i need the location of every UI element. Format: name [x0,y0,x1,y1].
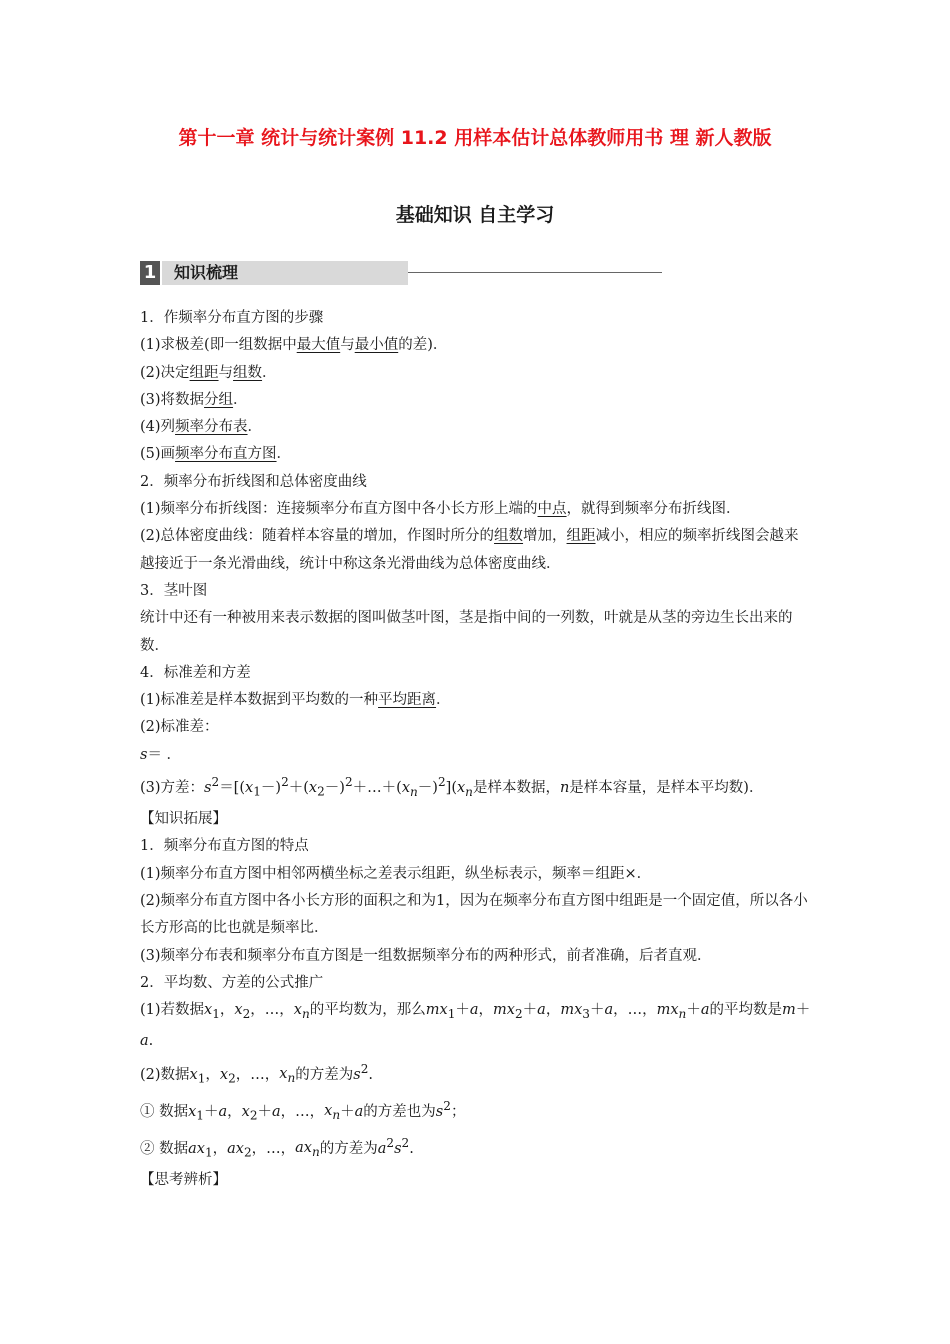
body-line: 1．作频率分布直方图的步骤 [140,310,324,326]
body-line: 2．频率分布折线图和总体密度曲线 [140,473,367,490]
body-line: (3)频率分布表和频率分布直方图是一组数据频率分布的两种形式，前者准确，后者直观． [140,947,712,964]
body-line: (2)决定组距与组数． [140,364,277,381]
body-line: (3)将数据分组． [140,391,248,408]
body-line: (2)频率分布直方图中各小长方形的面积之和为1，因为在频率分布直方图中组距是一个固定值，所以各小长方形高的比也就是频率比． [140,892,808,937]
section-label: 知识梳理 [162,261,408,285]
body-line: 3．茎叶图 [140,582,208,599]
document-body [140,305,812,1194]
body-line: 统计中还有一种被用来表示数据的图叫做茎叶图，茎是指中间的一列数，叶就是从茎的旁边生长出来的数． [140,610,793,654]
document-title: 第十一章 统计与统计案例 11.2 用样本估计总体教师用书 理 新人教版 [178,127,772,149]
section-number: 1 [140,261,160,285]
section-rule [408,272,662,273]
body-line: 4．标准差和方差 [140,664,251,681]
body-line: (3)方差：$s^2=[(x_1-)^2+(x_2-)^2+\dots+(x_n-)^2](x_n$是样本数据，n是样本容量，是样本平均数)． [140,775,764,799]
body-line: 【思考辨析】 [140,1171,227,1188]
body-line: (1)求极差(即一组数据中最大值与最小值的差)． [140,337,448,354]
body-line: (1)频率分布直方图中相邻两横坐标之差表示组距，纵坐标表示，频率＝组距×． [140,865,652,882]
body-line: (1)频率分布折线图：连接频率分布直方图中各小长方形上端的中点，就得到频率分布折线图． [140,501,741,518]
body-line: ① 数据$x_1+a$，$x_2+a$，…，$x_n+a$的方差也为$s^2$； [140,1098,466,1123]
body-line: (2)总体密度曲线：随着样本容量的增加，作图时所分的组数增加，组距减小，相应的频率折线图会越来越接近于一条光滑曲线，统计中称这条光滑曲线为总体密度曲线． [140,528,799,572]
body-line: (4)列频率分布表． [140,419,263,436]
body-line: ② 数据$ax_1$，$ax_2$，…，$ax_n$的方差为$a^2s^2$. [140,1135,414,1160]
section-header [140,261,525,285]
body-line: 2．平均数、方差的公式推广 [140,974,324,991]
section-subtitle: 基础知识 自主学习 [395,204,555,226]
body-line: (2)数据$x_1$，$x_2$，…，$x_n$的方差为$s^2$. [140,1061,374,1086]
body-line: (1)标准差是样本数据到平均数的一种平均距离． [140,692,451,709]
body-line: (1)若数据$x_1$，$x_2$，…，$x_n$的平均数为，那么$mx_1+a$，$mx_2+a$，$mx_3+a$，…，$mx_n+a$的平均数是m＋a. [140,1002,811,1050]
body-line: 1．频率分布直方图的特点 [140,838,309,855]
body-line: (2)标准差： [140,719,219,736]
body-line: 【知识拓展】 [140,811,227,828]
body-line: (5)画频率分布直方图． [140,446,292,463]
body-line: s＝ ． [140,746,182,763]
